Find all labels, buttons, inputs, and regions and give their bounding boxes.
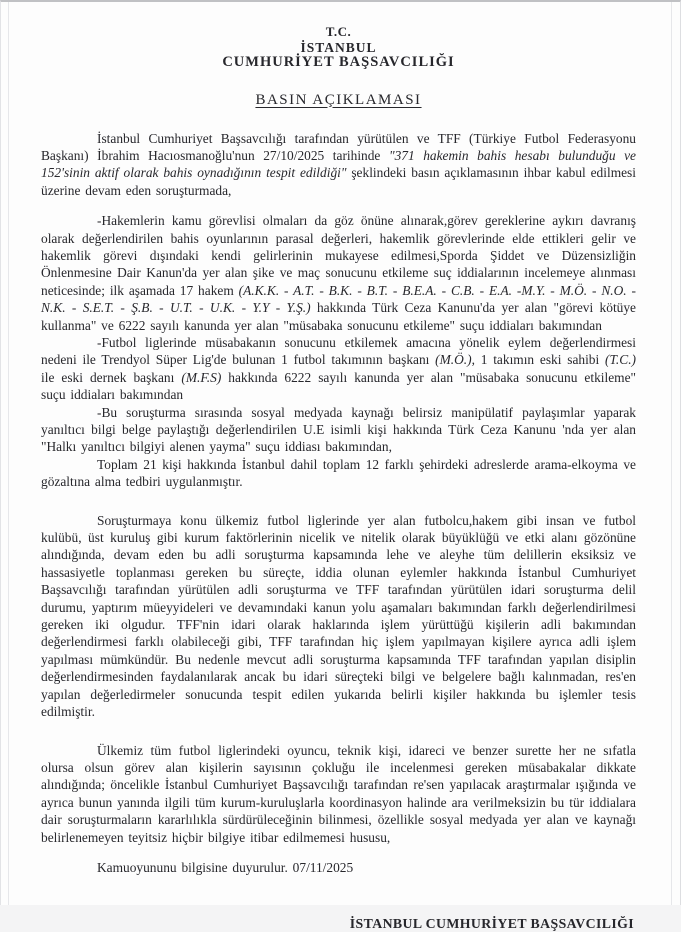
paragraph-referees bbox=[41, 212, 636, 334]
text-segment: -Futbol liglerinde müsabakanın sonucunu etkilemek amacına yönelik eylem değerlendirmesi nedeni ile Trendyol Süper Lig'de bulunan 1 futbol takımının başkanı bbox=[41, 334, 636, 368]
text-segment: -Hakemlerin kamu görevlisi olmaları da göz önüne alınarak,görev gereklerine aykırı davranış olarak değerlendirilen bahis oyunlarının parasal değerleri, hakemlik görevlerinde elde ettikleri gelir ve hakemlik görevi dışındaki kendi gelirlerinin mukayese edilmesi,Sporda Şiddet ve Düzensizliğin Önlenmesine Dair Kanun'da yer alan şike ve maç sonucunu etkileme suç iddialarının incelemeye alınması neticesinde; ilk aşamada 17 hakem bbox=[41, 213, 636, 298]
text-segment: Ülkemiz tüm futbol liglerindeki oyuncu, teknik kişi, idareci ve benzer surette her ne sıfatla olursa olsun görev alan kişilerin sayısının çokluğu ile incelenmesi gereken müsabakalar dikkate alındığında; öncelikle İstanbul Cumhuriyet Başsavcılığı tarafından re'sen yapılacak araştırmalar ışığında ve ayrıca bunun yanında ilgili tüm kurum-kuruluşlarla koordinasyon halinde ara verilmeksizin bu tür iddialara dair soruşturmaların kararlılıkla sürdürüleceğinin bilinmesi, özellikle sosyal medyada yer alan ve kaynağı belirlenemeyen teyitsiz hiçbir bilgiye itibar edilmemesi hususu, bbox=[41, 742, 636, 845]
paragraph-detentions bbox=[41, 456, 636, 491]
document-title bbox=[41, 92, 636, 109]
document-title-text: BASIN AÇIKLAMASI bbox=[255, 91, 422, 108]
text-segment: , 1 takımın eski sahibi bbox=[471, 352, 605, 368]
text-segment: Toplam 21 kişi hakkında İstanbul dahil toplam 12 farklı şehirdeki adreslerde arama-elkoyma ve gözaltına alma tedbiri uygulanmıştır. bbox=[41, 456, 636, 490]
letterhead-city: İSTANBUL bbox=[300, 39, 377, 55]
emphasized-text: (M.F.S) bbox=[181, 369, 222, 385]
text-segment: hakkında Türk Ceza Kanunu'da yer alan "görevi kötüye kullanma" ve 6222 sayılı kanunda yer alan "müsabaka sonucunu etkileme" suçu iddiaları bakımından bbox=[41, 300, 636, 333]
paragraph-investigation-scope bbox=[41, 512, 636, 721]
letterhead-office: CUMHURİYET BAŞSAVCILIĞI bbox=[222, 54, 455, 70]
paragraph-intro bbox=[41, 130, 636, 200]
paragraph-public-notice bbox=[41, 742, 636, 846]
text-segment: -Bu soruşturma sırasında sosyal medyada kaynağı belirsiz manipülatif paylaşımlar yaparak yanıltıcı bilgi belge paylaştığı değerlendirilen U.E isimli kişi hakkında Türk Ceza Kanunu 'nda yer alan "Halkı yanıltıcı bilgiyi alenen yayma" suçu iddiası bakımından, bbox=[41, 404, 636, 455]
emphasized-text: "371 hakemin bahis hesabı bulunduğu ve 152'sinin aktif olarak bahis oynadığının tespit edildiği" bbox=[41, 147, 636, 181]
emphasized-text: (A.K.K. - A.T. - B.K. - B.T. - B.E.A. - C.B. - E.A. -M.Y. - M.Ö. - N.O. - N.K. - S.E.T. - Ş.B. - U.T. - U.K. - Y.Y - Y.Ş.) bbox=[41, 282, 636, 316]
signature-block: İSTANBUL CUMHURİYET BAŞSAVCILIĞI bbox=[349, 916, 634, 932]
text-segment: Soruşturmaya konu ülkemiz futbol liglerinde yer alan futbolcu,hakem gibi insan ve futbol kulübü, üst kuruluş gibi kurum faktörlerinin nicelik ve nitelik olarak büyüklüğü ve etki alanı gözönüne alındığında, devam eden bu adli soruşturma kapsamında lehe ve aleyhe tüm delillerin eksiksiz ve hassasiyetle toplanması gereken bu süreçte, iddia olunan eylemler hakkında İstanbul Cumhuriyet Başsavcılığı tarafından yürütülen adli soruşturma ve TFF tarafından yürütülen idari soruşturma delil durumu, yaptırım müeyyideleri ve devamındaki kanun yolu aşamaları bakımından farklı değerlendirilmesi gereken iki olgudur. TFF'nin idari olarak haklarında işlem yürüttüğü kişilerin adli bakımından değerlendirmesi farklı olabileceği gibi, TFF tarafından hiç işlem yapılmayan kişilere ayrıca adli işlem yapılması mümkündür. Bu nedenle mevcut adli soruşturma kapsamında TFF tarafından yapılan disiplin değerlendirmesinden faydalanılarak ancak bu idari süreçteki bilgi ve belgelere bağlı kalınmadan, res'en yapılan değerledirmeler sonucunda tespit edilen yukarıda belirli kişiler hakkında bu işlemler tesis edilmiştir. bbox=[41, 512, 636, 720]
closing-line: Kamuoyununu bilgisine duyurulur. 07/11/2025 bbox=[97, 859, 354, 875]
document-body bbox=[41, 130, 636, 877]
text-segment: İstanbul Cumhuriyet Başsavcılığı tarafından yürütülen ve TFF (Türkiye Futbol Federasyonu Başkanı) İbrahim Hacıosmanoğlu'nun 27/10/2025 tarihinde bbox=[41, 130, 636, 163]
emphasized-text: (M.Ö.) bbox=[435, 352, 472, 368]
text-segment: ile eski dernek başkanı bbox=[41, 369, 182, 385]
letterhead-state-abbrev: T.C. bbox=[325, 24, 352, 39]
paragraph-club-officials bbox=[41, 334, 636, 404]
letterhead bbox=[41, 24, 636, 71]
text-segment: hakkında 6222 sayılı kanunda yer alan "müsabaka sonucunu etkileme" suçu iddiaları bakımından bbox=[41, 369, 636, 403]
paragraph-social-media-suspect bbox=[41, 404, 636, 456]
text-segment: şeklindeki basın açıklamasının ihbar kabul edilmesi üzerine devam eden soruşturmada, bbox=[41, 165, 636, 198]
emphasized-text: (T.C.) bbox=[605, 352, 636, 368]
